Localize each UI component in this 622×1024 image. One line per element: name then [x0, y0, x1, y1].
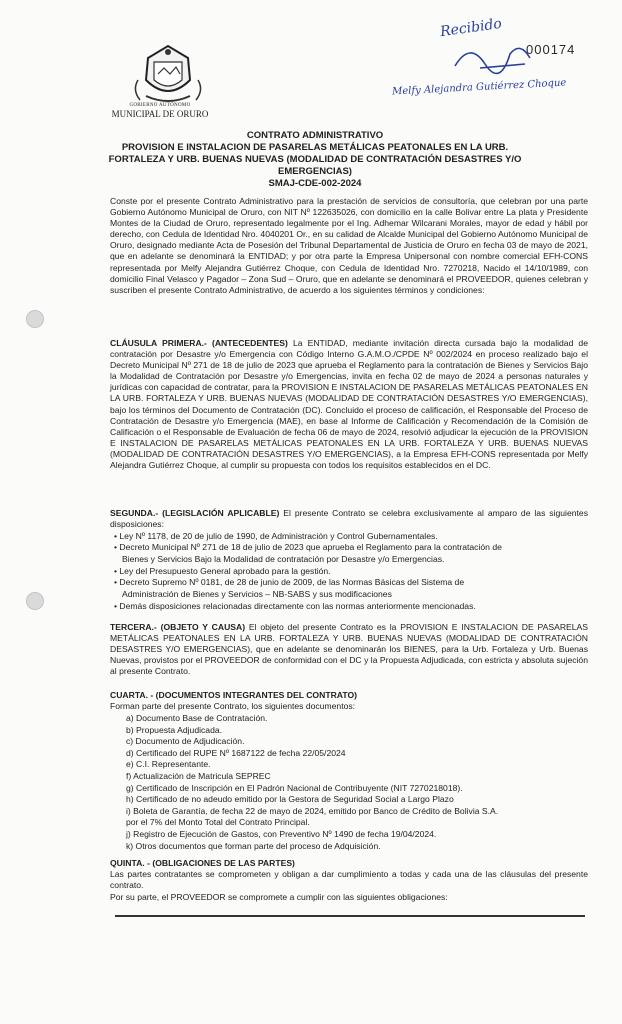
list-item: • Decreto Supremo Nº 0181, de 28 de junio de 2009, de las Normas Básicas del Sistema de — [114, 577, 464, 588]
municipal-seal-logo — [118, 40, 218, 120]
list-item: • Decreto Municipal Nº 271 de 18 de julio de 2023 que aprueba el Reglamento para la contratación de — [114, 542, 502, 553]
list-item: • Ley Nº 1178, de 20 de julio de 1990, de Administración y Control Gubernamentales. — [114, 531, 502, 542]
clause-segunda-heading: SEGUNDA.- (LEGISLACIÓN APLICABLE) — [110, 508, 280, 518]
intro-paragraph: Conste por el presente Contrato Administrativo para la prestación de servicios de consultoría, que celebran por una parte Gobierno Autónomo Municipal de Oruro, con NIT Nº 122635026, con domicilio en la calle Bolivar entre La plata y Presidente Montes de la Ciudad de Oruro, representado legalmente por el Ing. Adhemar Wilcarani Morales, mayor de edad y hábil por derecho, con Cedula de Identidad Nro. 4040201 Or., en su calidad de Alcalde Municipal del Gobierno Autónomo Municipal de Oruro, designado mediante Acta de Posesión del Tribunal Departamental de Justicia de Oruro en fecha 03 de mayo de 2021, que en adelante se denominará la ENTIDAD; y por otra parte la Empresa Unipersonal con nombre comercial EFH-CONS representada por Melfy Alejandra Gutiérrez Choque, con Cedula de Identidad Nro. 7270218, Nacido el 14/10/1989, con domicilio Final Velasco y Pagador – Zona Sud – Oruro, que en adelante se denominará el PROVEEDOR, quienes celebran y suscriben el presente Contrato Administrativo, de acuerdo a los siguientes términos y condiciones: — [110, 196, 588, 295]
legislation-list-3 — [114, 601, 476, 612]
receiver-name-handwritten: Melfy Alejandra Gutiérrez Choque — [391, 77, 567, 98]
legislation-list — [114, 531, 502, 554]
clause-quinta-heading: QUINTA. - (OBLIGACIONES DE LAS PARTES) — [110, 858, 295, 868]
signature-scribble — [450, 36, 540, 76]
list-item: h) Certificado de no adeudo emitido por la Gestora de Seguridad Social a Largo Plazo — [126, 794, 454, 805]
list-item: a) Documento Base de Contratación. — [126, 713, 268, 723]
clause-primera-text: La ENTIDAD, mediante invitación directa cursada bajo la modalidad de contratación por Desastre y/o Emergencia con Código Interno G.A.M.O./CPDE Nº 002/2024 en proceso realizado bajo el Decreto Municipal Nº 271 de 18 de julio de 2023 que aprueba el Reglamento para la contratación de Bienes y Servicios Bajo la Modalidad de Contratación por Desastre y/o Emergencias, invita en fecha 02 de mayo de 2024 a personas naturales y jurídicas con capacidad de contratar, para la PROVISION E INSTALACION DE PASARELAS METÁLICAS PEATONALES EN LA URB. FORTALEZA Y URB. BUENAS NUEVAS (MODALIDAD DE CONTRATACIÓN DESASTRES Y/O EMERGENCIAS), bajo los términos del Documento de Contratación (DC). Concluido el proceso de calificación, el Responsable del Proceso de Contratación de Desastre y/o Emergencia (MAE), en base al Informe de Calificación y Recomendación de la Comisión de Calificación o el Responsable de Evaluación de fecha 06 de mayo de 2024, resolvió adjudicar la ejecución de la PROVISION E INSTALACION DE PASARELAS METÁLICAS PEATONALES EN LA URB. FORTALEZA Y URB. BUENAS NUEVAS (MODALIDAD DE CONTRATACIÓN DESASTRES Y/O EMERGENCIAS), a la Empresa EFH-CONS representada por Melfy Alejandra Gutiérrez Choque, al cumplir su propuesta con todos los requisitos establecidos en el DC. — [110, 338, 588, 471]
documents-list — [126, 713, 498, 852]
list-item: e) C.I. Representante. — [126, 759, 211, 770]
clause-segunda — [110, 508, 588, 530]
list-item: Administración de Bienes y Servicios – NB-SABS y sus modificaciones — [122, 589, 392, 599]
legislation-list-2 — [114, 566, 464, 589]
list-item: f) Actualización de Matricula SEPREC — [126, 770, 271, 781]
clause-quinta-text-2: Por su parte, el PROVEEDOR se compromete a cumplir con las siguientes obligaciones: — [110, 892, 448, 902]
list-item: • Demás disposiciones relacionadas directamente con las normas anteriormente mencionadas. — [114, 601, 476, 612]
list-item: por el 7% del Monto Total del Contrato Principal. — [126, 817, 310, 828]
list-item: i) Boleta de Garantía, de fecha 22 de mayo de 2024, emitido por Banco de Crédito de Bolivia S.A. — [126, 805, 499, 816]
logo-caption-small: GOBIERNO AUTÓNOMO — [129, 103, 191, 108]
clause-primera — [110, 338, 588, 471]
list-item: Bienes y Servicios Bajo la Modalidad de contratación por Desastre y/o Emergencias. — [122, 554, 445, 564]
clause-quinta-text: Las partes contratantes se comprometen y obligan a dar cumplimiento a todas y cada una de las cláusulas del presente contrato. — [110, 869, 588, 891]
list-item: • Ley del Presupuesto General aprobado para la gestión. — [114, 566, 464, 577]
clause-primera-heading: CLÁUSULA PRIMERA.- (ANTECEDENTES) — [110, 338, 288, 348]
contract-subtitle-3: EMERGENCIAS) — [278, 166, 352, 177]
contract-title: CONTRATO ADMINISTRATIVO — [246, 130, 384, 141]
clause-tercera — [110, 622, 588, 677]
list-item: b) Propuesta Adjudicada. — [126, 724, 223, 735]
clause-cuarta-heading: CUARTA. - (DOCUMENTOS INTEGRANTES DEL CONTRATO) — [110, 690, 357, 700]
punch-hole-bottom — [26, 592, 44, 610]
list-item: c) Documento de Adjudicación. — [126, 736, 245, 747]
contract-code: SMAJ-CDE-002-2024 — [268, 178, 362, 189]
clause-tercera-heading: TERCERA.- (OBJETO Y CAUSA) — [110, 622, 246, 632]
legislation-list-cont — [122, 554, 444, 565]
list-item: k) Otros documentos que forman parte del proceso de Adquisición. — [126, 840, 381, 851]
document-number-stamp: 000174 — [526, 42, 576, 57]
clause-segunda-text: El presente Contrato se celebra exclusivamente al amparo de las siguientes disposiciones: — [110, 508, 588, 530]
list-item: j) Registro de Ejecución de Gastos, con Preventivo Nº 1490 de fecha 19/04/2024. — [126, 828, 437, 839]
legislation-list-cont-2 — [122, 589, 392, 600]
clause-tercera-text: El objeto del presente Contrato es la PROVISION E INSTALACION DE PASARELAS METÁLICAS PEATONALES EN LA URB. FORTALEZA Y URB. BUENAS NUEVAS (MODALIDAD DE CONTRATACIÓN DESASTRES Y/O EMERGENCIAS), que en adelante se denominarán los BIENES, para la Urb. Fortaleza y Urb. Buenas Nuevas, provistos por el PROVEEDOR de conformidad con el DC y la Propuesta Adjudicada, con estricta y absoluta sujeción al presente Contrato. — [110, 622, 588, 677]
received-note: Recibido — [439, 15, 503, 41]
clause-cuarta-intro: Forman parte del presente Contrato, los siguientes documentos: — [110, 701, 356, 711]
list-item: d) Certificado del RUPE Nº 1687122 de fecha 22/05/2024 — [126, 747, 346, 758]
punch-hole-top — [26, 310, 44, 328]
contract-subtitle-1: PROVISION E INSTALACION DE PASARELAS METÁLICAS PEATONALES EN LA URB. — [121, 142, 509, 153]
logo-caption-main: MUNICIPAL DE ORURO — [111, 109, 209, 119]
list-item: g) Certificado de Inscripción en El Padrón Nacional de Contribuyente (NIT 7270218018). — [126, 782, 463, 793]
page-bottom-rule — [115, 915, 585, 917]
contract-subtitle-2: FORTALEZA Y URB. BUENAS NUEVAS (MODALIDAD DE CONTRATACIÓN DESASTRES Y/O — [108, 154, 522, 165]
